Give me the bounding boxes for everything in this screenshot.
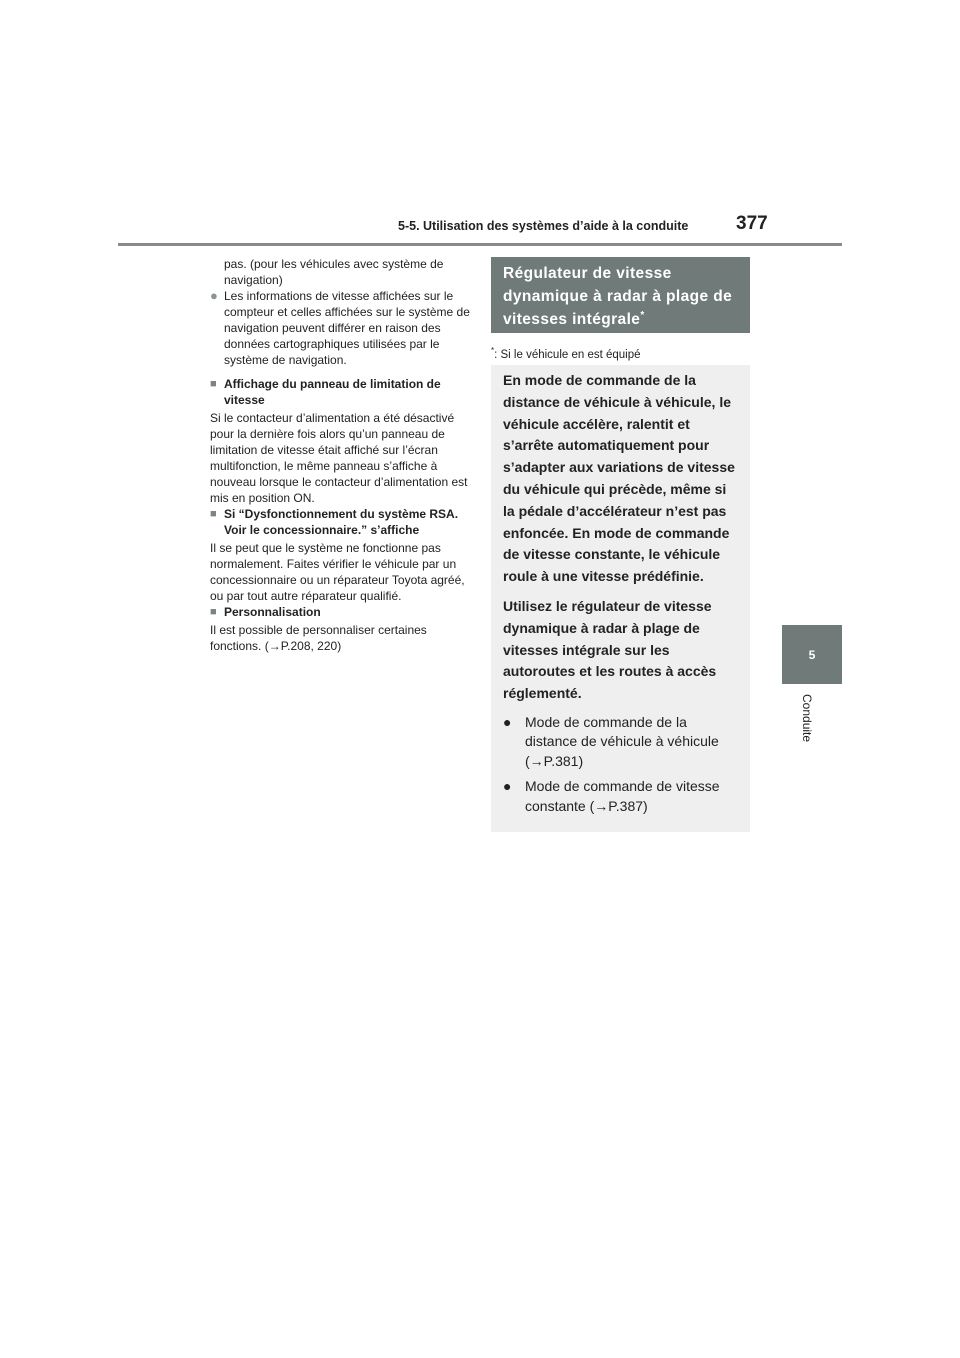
square-bullet-icon: ■ [210,378,217,390]
section-heading [210,604,472,620]
section-heading [210,376,472,408]
chapter-tab [782,625,842,684]
section-title-box [491,257,750,333]
footnote [491,346,641,361]
square-bullet-icon: ■ [210,508,217,520]
info-paragraph: Utilisez le régulateur de vitesse dynamique à radar à plage de vitesses intégrale sur les autoroutes et les routes à accès réglementé. [503,597,717,702]
section-body: Il se peut que le système ne fonctionne pas normalement. Faites vérifier le véhicule par un concessionnaire ou un réparateur Toyota agréé, ou par tout autre réparateur qualifié. [210,541,465,603]
section-heading [210,506,472,538]
section-heading-text: Personnalisation [224,605,321,619]
page-number: 377 [736,213,768,234]
chapter-label: Conduite [800,694,814,743]
footnote-text: : Si le véhicule en est équipé [494,348,641,361]
bullet-dot-icon: ● [503,778,512,795]
info-list-item-text: Mode de commande de la distance de véhicule à véhicule (→P.381) [525,713,719,769]
section-body: Il est possible de personnaliser certaines fonctions. (→P.208, 220) [210,623,427,653]
bullet-dot-icon: ● [503,713,512,730]
header-divider [118,243,842,246]
continued-text: pas. (pour les véhicules avec système de navigation) [224,257,444,287]
chapter-number: 5 [808,647,816,662]
left-column [210,256,472,654]
header-section-title: 5-5. Utilisation des systèmes d’aide à la conduite [398,219,689,233]
bullet-text: Les informations de vitesse affichées sur le compteur et celles affichées sur le système de navigation peuvent différer en raison des données cartographiques utilisées par le système de navigation. [224,289,470,367]
info-paragraph: En mode de commande de la distance de véhicule à véhicule, le véhicule accélère, ralentit et s’arrête automatiquement pour s’adapter aux variations de vitesse du véhicule qui précède, même si la pédale d’accélérateur n’est pas enfoncée. En mode de commande de vitesse constante, le véhicule roule à une vitesse prédéfinie. [503,372,735,585]
info-box [491,365,750,832]
section-title: Régulateur de vitesse dynamique à radar à plage de vitesses intégrale [503,265,733,328]
square-bullet-icon: ■ [210,606,217,618]
section-body: Si le contacteur d’alimentation a été désactivé pour la dernière fois alors qu’un panneau de limitation de vitesse était affiché sur l’écran multifonction, le même panneau s’affiche à nouveau lorsque le contacteur d’alimentation est mis en position ON. [210,411,468,505]
info-list-item-text: Mode de commande de vitesse constante (→P.387) [525,778,720,814]
section-heading-text: Affichage du panneau de limitation de vitesse [224,377,441,407]
info-bullet [210,288,472,368]
section-title-marker: * [640,309,645,321]
bullet-dot-icon: ● [210,288,218,303]
footnote-marker: * [491,346,495,355]
info-list-item [503,713,738,772]
info-list-item [503,777,738,816]
section-heading-text: Si “Dysfonctionnement du système RSA. Voir le concessionnaire.” s’affiche [224,507,459,537]
